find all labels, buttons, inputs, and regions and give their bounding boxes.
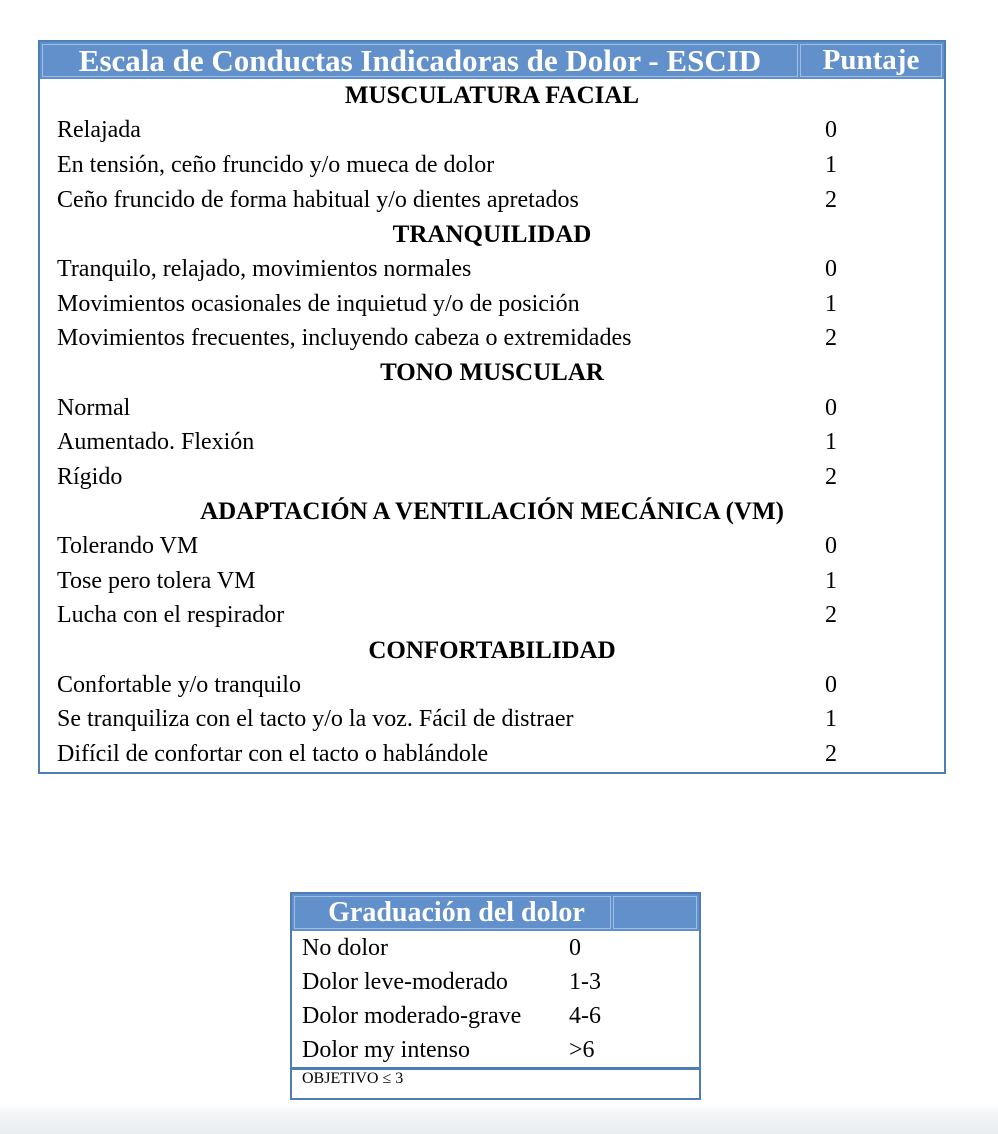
item-score: 2 [825,325,837,352]
grading-row [292,931,699,965]
table-row [40,183,944,218]
item-label: Confortable y/o tranquilo [57,671,301,698]
table-row [40,287,944,322]
item-label: Aumentado. Flexión [57,429,255,456]
section-header-label: MUSCULATURA FACIAL [344,82,640,110]
item-label: Movimientos frecuentes, incluyendo cabeza o extremidades [57,325,632,352]
grading-header-empty-cell [613,896,697,929]
table-row [40,737,944,772]
item-label: Tranquilo, relajado, movimientos normales [57,256,472,283]
item-score: 0 [825,533,837,560]
item-label: Rígido [57,463,123,490]
table-row [40,391,944,426]
item-label: Relajada [57,117,141,144]
item-score: 2 [825,186,837,213]
page-edge-shadow [0,1102,998,1134]
item-label: Ceño fruncido de forma habitual y/o dientes apretados [57,186,579,213]
section-header-row [40,633,944,668]
grading-row-label: No dolor [302,934,388,961]
table-row [40,148,944,183]
escid-table-body [40,79,944,772]
objective-value: ≤ 3 [382,1070,404,1087]
grading-table-header [292,894,699,931]
item-score: 0 [825,394,837,421]
item-score: 0 [825,117,837,144]
item-label: Difícil de confortar con el tacto o hablándole [57,740,489,767]
item-score: 0 [825,671,837,698]
escid-table [38,40,946,774]
grading-row [292,965,699,999]
table-row [40,114,944,149]
grading-row [292,1033,699,1067]
objective-row [292,1067,699,1098]
item-score: 2 [825,602,837,629]
item-score: 2 [825,740,837,767]
grading-row-label: Dolor my intenso [302,1036,470,1063]
grading-row [292,999,699,1033]
table-row [40,703,944,738]
item-score: 1 [825,152,837,179]
item-label: En tensión, ceño fruncido y/o mueca de dolor [57,152,495,179]
section-header-label: TRANQUILIDAD [392,220,592,248]
section-header-row [40,79,944,114]
item-label: Se tranquiliza con el tacto y/o la voz. Fácil de distraer [57,706,574,733]
grading-row-value: >6 [569,1036,595,1063]
item-score: 1 [825,567,837,594]
table-row [40,529,944,564]
objective-label: OBJETIVO [302,1070,379,1087]
grading-row-label: Dolor leve-moderado [302,968,508,995]
item-label: Movimientos ocasionales de inquietud y/o de posición [57,290,580,317]
grading-row-value: 4-6 [569,1002,601,1029]
section-header-label: TONO MUSCULAR [380,359,604,387]
section-header-row [40,218,944,253]
item-label: Normal [57,394,131,421]
item-score: 0 [825,256,837,283]
section-header-row [40,495,944,530]
puntaje-column-header: Puntaje [800,44,942,77]
section-header-row [40,356,944,391]
grading-table-title: Graduación del dolor [294,896,611,929]
grading-row-value: 1-3 [569,968,601,995]
grading-row-label: Dolor moderado-grave [302,1002,522,1029]
table-row [40,321,944,356]
table-row [40,460,944,495]
grading-table [290,892,701,1100]
section-header-label: ADAPTACIÓN A VENTILACIÓN MECÁNICA (VM) [200,498,784,525]
table-row [40,599,944,634]
grading-row-value: 0 [569,934,581,961]
item-score: 1 [825,429,837,456]
item-label: Lucha con el respirador [57,602,285,629]
table-row [40,668,944,703]
section-header-label: CONFORTABILIDAD [368,636,616,664]
item-label: Tose pero tolera VM [57,567,256,594]
escid-table-header [40,42,944,79]
item-score: 1 [825,290,837,317]
item-label: Tolerando VM [57,533,199,560]
table-row [40,252,944,287]
grading-table-body [292,931,699,1067]
escid-table-title: Escala de Conductas Indicadoras de Dolor - ESCID [42,44,798,77]
item-score: 1 [825,706,837,733]
item-score: 2 [825,463,837,490]
table-row [40,564,944,599]
table-row [40,425,944,460]
